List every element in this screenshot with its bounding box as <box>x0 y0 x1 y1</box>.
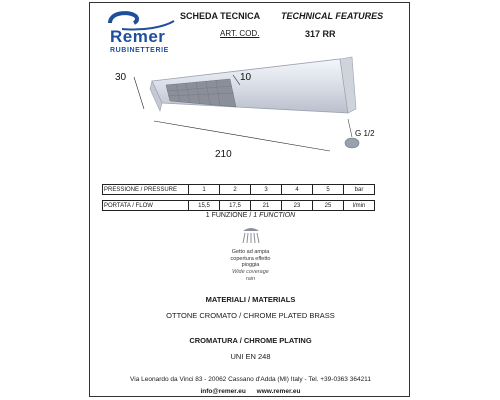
pressure-value: 2 <box>220 185 251 195</box>
footer-address: Via Leonardo da Vinci 83 - 20062 Cassano d'Adda (MI) Italy - Tel. +39-0363 364211 <box>130 376 371 383</box>
article-code: 317 RR <box>305 29 336 39</box>
jet-line: pioggia <box>241 262 260 268</box>
flow-value: 25 <box>313 201 344 211</box>
jet-line: rain <box>245 275 256 282</box>
dim-width-line <box>134 77 144 109</box>
plating-heading: CROMATURA / CHROME PLATING <box>189 336 312 345</box>
flow-value: 15,5 <box>189 201 220 211</box>
flow-value: 23 <box>282 201 313 211</box>
rain-shower-icon <box>240 225 262 245</box>
jet-line: Getto ad ampia <box>231 249 270 255</box>
brand-name: Remer <box>110 27 166 46</box>
pressure-row <box>103 185 375 195</box>
function-italian: 1 FUNZIONE <box>205 212 248 219</box>
flow-label: PORTATA / FLOW <box>103 201 189 211</box>
title-italian: SCHEDA TECNICA <box>180 11 261 21</box>
jet-description-english <box>90 269 411 282</box>
materials-heading: MATERIALI / MATERIALS <box>205 295 296 304</box>
brand-subtitle: RUBINETTERIE <box>110 47 169 54</box>
dim-width: 30 <box>115 72 127 83</box>
pressure-value: 4 <box>282 185 313 195</box>
plating-value: UNI EN 248 <box>230 352 271 361</box>
function-english: 1 FUNCTION <box>253 212 296 219</box>
jet-line: Wide coverage <box>232 269 269 275</box>
article-code-label: ART. COD. <box>220 29 260 38</box>
function-count <box>90 212 411 219</box>
flow-row <box>103 201 375 211</box>
materials-value: OTTONE CROMATO / CHROME PLATED BRASS <box>166 311 335 320</box>
flow-value: 17,5 <box>220 201 251 211</box>
flow-value: 21 <box>251 201 282 211</box>
pressure-label: PRESSIONE / PRESSURE <box>103 185 189 195</box>
pressure-flow-table <box>102 184 375 211</box>
thread-connector <box>345 138 359 148</box>
thread-size: G 1/2 <box>355 129 375 138</box>
pressure-unit: bar <box>344 185 375 195</box>
pressure-value: 1 <box>189 185 220 195</box>
flow-unit: l/min <box>344 201 375 211</box>
function-separator: / <box>247 212 254 219</box>
technical-sheet <box>89 2 410 397</box>
jet-description-italian <box>90 249 411 269</box>
dim-length: 210 <box>215 149 232 160</box>
pressure-value: 5 <box>313 185 344 195</box>
shower-head-drawing <box>90 51 411 171</box>
footer-contact[interactable]: info@remer.eu www.remer.eu <box>200 388 301 395</box>
jet-line: copertura effetto <box>230 255 271 262</box>
dim-length-line <box>154 121 330 151</box>
dim-thickness: 10 <box>240 72 252 83</box>
thread-leader-line <box>348 119 352 137</box>
pressure-value: 3 <box>251 185 282 195</box>
title-english: TECHNICAL FEATURES <box>281 11 384 21</box>
remer-logo <box>104 9 179 55</box>
